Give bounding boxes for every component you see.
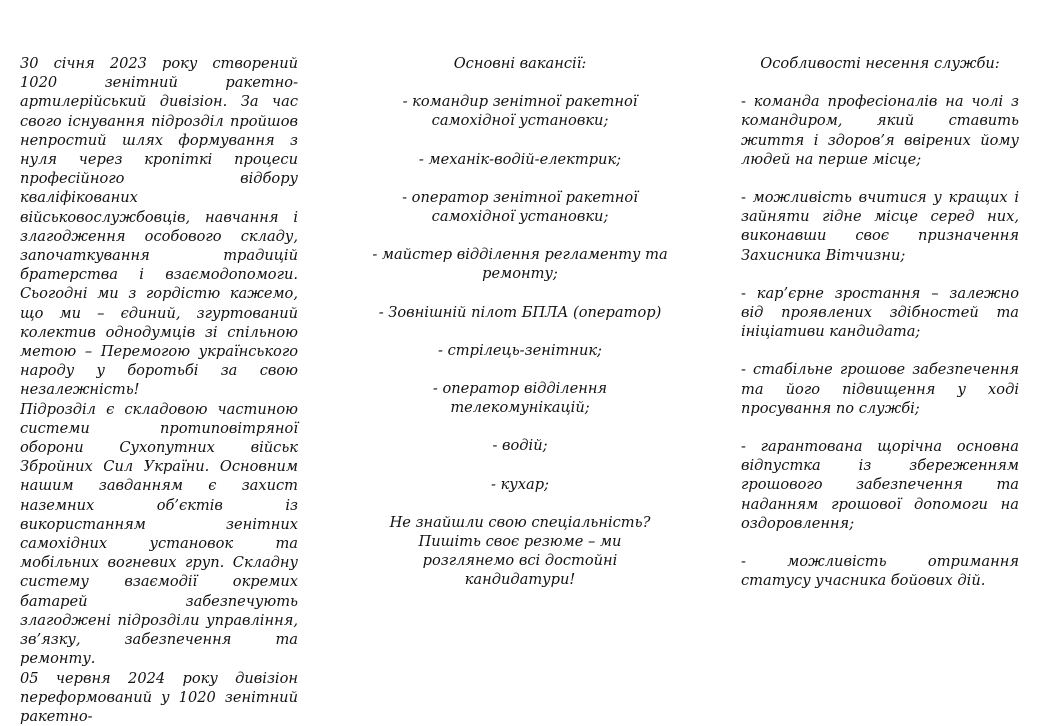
- list-item: - кухар;: [372, 475, 668, 494]
- list-item: - гарантована щорічна основна відпустка із збереженням грошового забезпечення та наданням грошової допомоги на оздоровлення;: [741, 437, 1019, 533]
- service-features-column: [741, 54, 1019, 609]
- history-paragraph-mission: Підрозділ є складовою частиною системи протиповітряної оборони Сухопутних військ Збройних Сил України. Основним нашим завданням є захист наземних об’єктів із використанням зенітних самохідних установок та мобільних вогневих груп. Складну систему взаємодії окремих батарей забезпечують злагоджені підрозділи управління, зв’язку, забезпечення та ремонту.: [20, 400, 298, 669]
- history-column: [20, 54, 298, 726]
- list-item: - оператор відділення телекомунікацій;: [372, 379, 668, 417]
- list-item: - оператор зенітної ракетної самохідної установки;: [372, 188, 668, 226]
- list-item: - можливість отримання статусу учасника бойових дій.: [741, 552, 1019, 590]
- list-item: - можливість вчитися у кращих і зайняти гідне місце серед них, виконавши своє призначення Захисника Вітчизни;: [741, 188, 1019, 265]
- history-paragraph-founding: 30 січня 2023 року створений 1020 зенітний ракетно-артилерійський дивізіон. За час свого існування підрозділ пройшов непростий шлях формування з нуля через кропіткі процеси професійного відбору кваліфікованих військовослужбовців, навчання і злагодження особового складу, започаткування традицій братерства і взаємодопомоги. Сьогодні ми з гордістю кажемо, що ми – єдиний, згуртований колектив однодумців зі спільною метою – Перемогою українського народу у боротьбі за свою незалежність!: [20, 54, 298, 400]
- list-item: - водій;: [372, 436, 668, 455]
- vacancies-title: Основні вакансії:: [372, 54, 668, 73]
- list-item: - механік-водій-електрик;: [372, 150, 668, 169]
- vacancies-column: [372, 54, 668, 590]
- list-item: - Зовнішній пілот БПЛА (оператор): [372, 303, 668, 322]
- list-item: - кар’єрне зростання – залежно від проявлених здібностей та ініціативи кандидата;: [741, 284, 1019, 342]
- history-paragraph-reform: 05 червня 2024 року дивізіон переформований у 1020 зенітний ракетно-: [20, 669, 298, 726]
- list-item: - стабільне грошове забезпечення та його підвищення у ході просування по службі;: [741, 360, 1019, 418]
- vacancies-list: [372, 92, 668, 494]
- list-item: - командир зенітної ракетної самохідної установки;: [372, 92, 668, 130]
- list-item: - стрілець-зенітник;: [372, 341, 668, 360]
- list-item: - майстер відділення регламенту та ремонту;: [372, 245, 668, 283]
- list-item: - команда професіоналів на чолі з командиром, який ставить життя і здоров’я ввірених йому людей на перше місце;: [741, 92, 1019, 169]
- vacancies-closing-note: Не знайшли свою спеціальність? Пишіть своє резюме – ми розглянемо всі достойні кандидатури!: [372, 513, 668, 590]
- service-features-title: Особливості несення служби:: [741, 54, 1019, 73]
- service-features-list: [741, 92, 1019, 590]
